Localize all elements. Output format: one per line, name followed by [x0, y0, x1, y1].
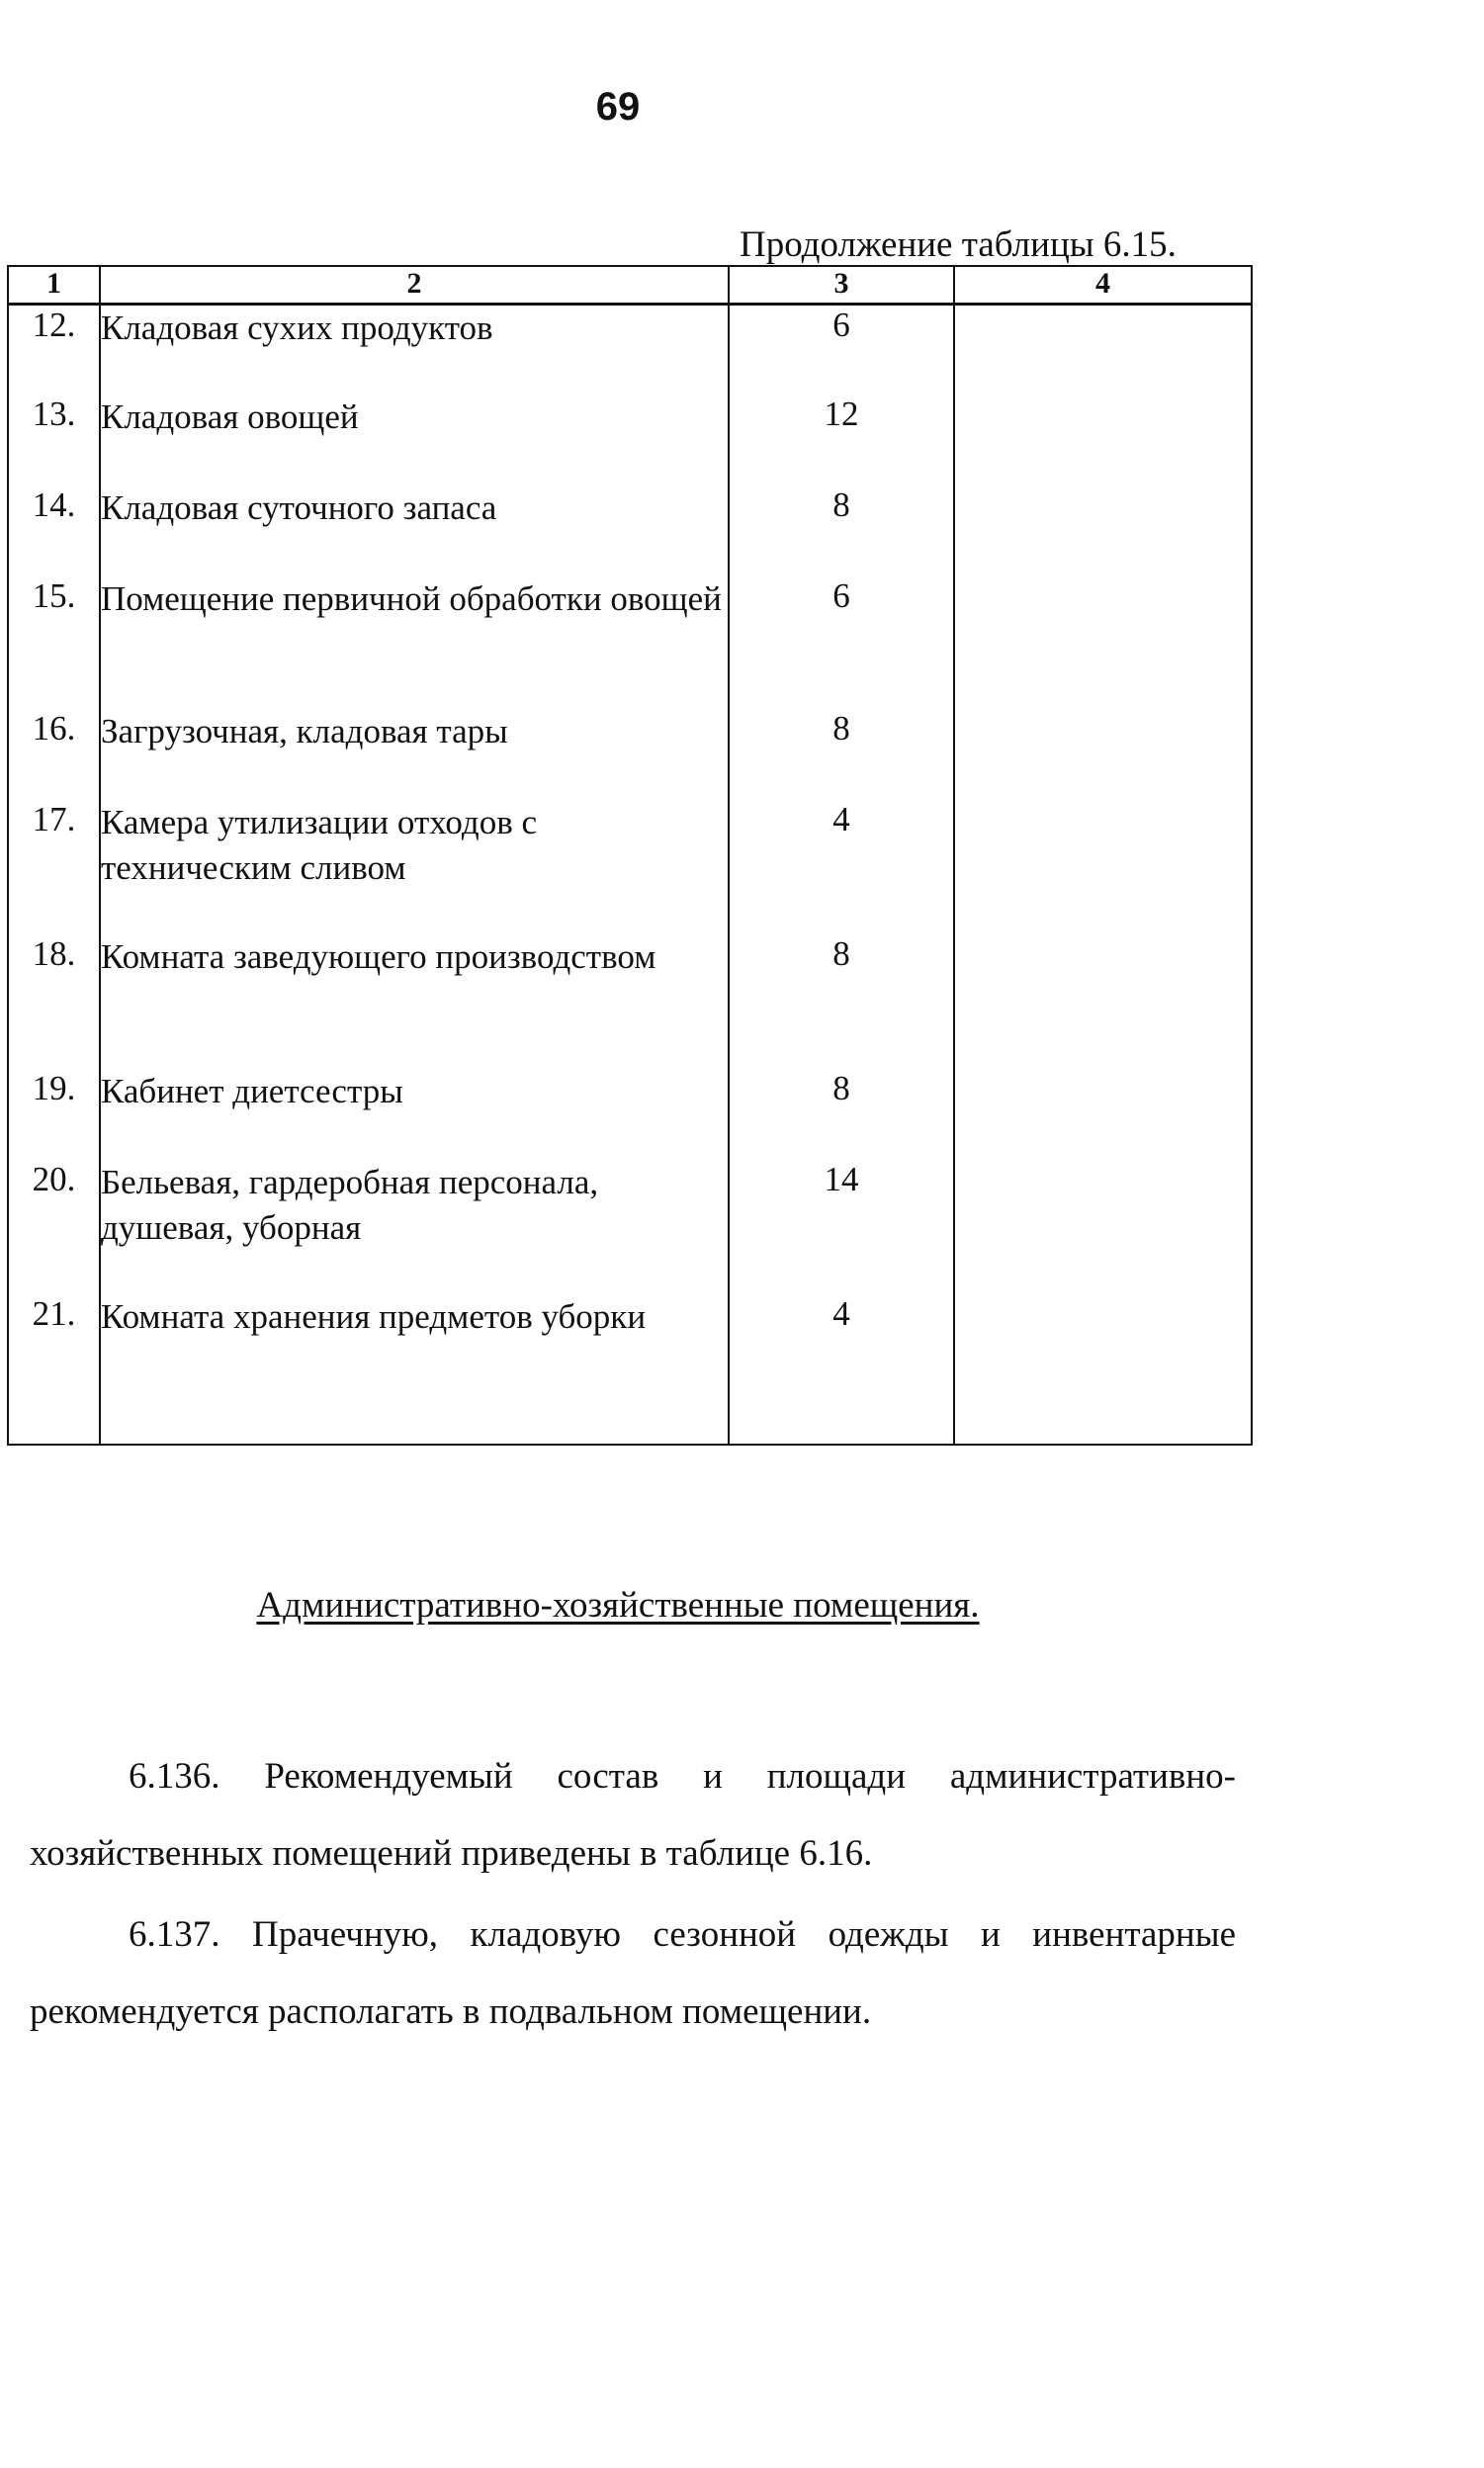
row-number: 21. [8, 1294, 100, 1445]
table-row [8, 1160, 1252, 1294]
paragraph-6-136: 6.136. Рекомендуемый состав и площади административно-хозяйственных помещений приведены в таблице 6.16. [30, 1756, 1236, 1874]
room-area: 6 [729, 576, 954, 709]
table-row [8, 1294, 1252, 1445]
table-container [7, 265, 1251, 1444]
table-row [8, 305, 1252, 395]
row-number: 13. [8, 395, 100, 485]
row-number: 12. [8, 305, 100, 395]
row-number: 15. [8, 576, 100, 709]
table-row [8, 800, 1252, 934]
room-name: Камера утилизации отходов с техническим сливом [100, 800, 729, 934]
room-note [954, 934, 1252, 1069]
column-header-1: 1 [8, 266, 100, 305]
row-number: 17. [8, 800, 100, 934]
room-note [954, 1294, 1252, 1445]
section-heading: Административно-хозяйственные помещения. [256, 1585, 980, 1626]
table-header-row [8, 266, 1252, 305]
room-note [954, 395, 1252, 485]
rooms-table [7, 265, 1253, 1446]
room-name: Кабинет диетсестры [100, 1069, 729, 1160]
table-row [8, 576, 1252, 709]
room-name: Комната хранения предметов уборки [100, 1294, 729, 1445]
room-note [954, 305, 1252, 395]
room-area: 8 [729, 1069, 954, 1160]
room-name: Кладовая суточного запаса [100, 485, 729, 576]
paragraph-6-137: 6.137. Прачечную, кладовую сезонной одежды и инвентарные рекомендуется располагать в подвальном помещении. [30, 1914, 1236, 2032]
row-number: 19. [8, 1069, 100, 1160]
room-note [954, 800, 1252, 934]
room-area: 4 [729, 1294, 954, 1445]
room-area: 4 [729, 800, 954, 934]
column-header-2: 2 [100, 266, 729, 305]
row-number: 20. [8, 1160, 100, 1294]
room-name: Кладовая сухих продуктов [100, 305, 729, 395]
table-row [8, 1069, 1252, 1160]
row-number: 18. [8, 934, 100, 1069]
row-number: 14. [8, 485, 100, 576]
room-area: 8 [729, 934, 954, 1069]
room-note [954, 576, 1252, 709]
room-name: Бельевая, гардеробная персонала, душевая, уборная [100, 1160, 729, 1294]
room-name: Загрузочная, кладовая тары [100, 709, 729, 800]
table-row [8, 485, 1252, 576]
room-name: Комната заведующего производством [100, 934, 729, 1069]
table-row [8, 709, 1252, 800]
room-note [954, 1069, 1252, 1160]
column-header-4: 4 [954, 266, 1252, 305]
room-name: Кладовая овощей [100, 395, 729, 485]
room-area: 12 [729, 395, 954, 485]
room-area: 8 [729, 709, 954, 800]
room-area: 14 [729, 1160, 954, 1294]
column-header-3: 3 [729, 266, 954, 305]
room-note [954, 1160, 1252, 1294]
room-name: Помещение первичной обработки овощей [100, 576, 729, 709]
table-row [8, 395, 1252, 485]
room-note [954, 485, 1252, 576]
table-row [8, 934, 1252, 1069]
page-number: 69 [595, 85, 641, 129]
table-continuation-label: Продолжение таблицы 6.15. [740, 224, 1177, 265]
row-number: 16. [8, 709, 100, 800]
room-area: 6 [729, 305, 954, 395]
room-area: 8 [729, 485, 954, 576]
room-note [954, 709, 1252, 800]
